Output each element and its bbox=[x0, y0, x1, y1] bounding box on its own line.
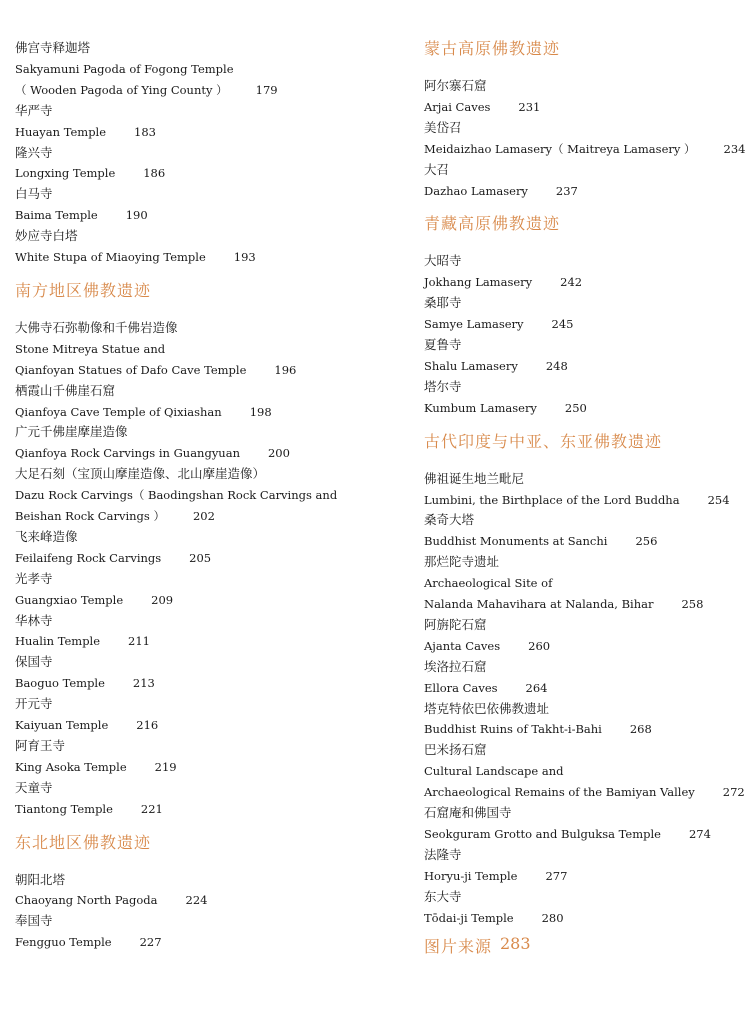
entry-chinese-title: 保国寺 bbox=[15, 654, 53, 670]
entry-page-number: 205 bbox=[189, 550, 212, 565]
entry-chinese-title: 广元千佛崖摩崖造像 bbox=[15, 424, 128, 440]
entry-chinese-title: 栖霞山千佛崖石窟 bbox=[15, 382, 116, 398]
entry-page-number: 260 bbox=[528, 638, 551, 653]
entry-chinese-title: 夏鲁寺 bbox=[424, 337, 462, 352]
entry-page-number: 268 bbox=[629, 722, 652, 737]
entry-english-title: Horyu-ji Temple bbox=[424, 868, 518, 883]
entry-chinese-title: 朝阳北塔 bbox=[15, 871, 66, 887]
entry-english-title: Baoguo Temple bbox=[15, 676, 105, 691]
entry-english-title: Ajanta Caves bbox=[424, 638, 501, 653]
entry-chinese-title: 塔尔寺 bbox=[424, 378, 462, 394]
entry-page-number: 248 bbox=[545, 358, 568, 373]
entry-english-title: Tōdai-ji Temple bbox=[424, 910, 514, 925]
entry-chinese-title: 华严寺 bbox=[15, 102, 53, 118]
entry-chinese-title: 妙应寺白塔 bbox=[15, 228, 78, 244]
entry-page-number: 264 bbox=[525, 680, 548, 695]
entry-chinese-title: 华林寺 bbox=[15, 612, 53, 628]
entry-page-number: 237 bbox=[555, 183, 578, 198]
entry-chinese-title: 法隆寺 bbox=[424, 846, 462, 862]
entry-page-number: 256 bbox=[635, 534, 658, 549]
entry-english-title: Kaiyuan Temple bbox=[15, 718, 109, 732]
entry-page-number: 219 bbox=[154, 759, 177, 774]
entry-english-title: Stone Mitreya Statue and bbox=[15, 341, 166, 356]
entry-chinese-title: 桑奇大塔 bbox=[424, 512, 475, 528]
entry-page-number: 216 bbox=[136, 718, 159, 732]
entry-english-title: Archaeological Remains of the Bamiyan Valley bbox=[424, 785, 695, 800]
entry-english-title: Archaeological Site of bbox=[424, 576, 553, 591]
entry-english-title: Qianfoyan Statues of Dafo Cave Temple bbox=[15, 362, 247, 377]
entry-page-number: 245 bbox=[551, 317, 574, 332]
entry-english-title: Seokguram Grotto and Bulguksa Temple bbox=[424, 826, 661, 841]
entry-chinese-title: 巴米扬石窟 bbox=[424, 742, 487, 758]
entry-page-number: 254 bbox=[707, 492, 730, 507]
entry-english-title: Cultural Landscape and bbox=[424, 764, 564, 779]
entry-chinese-title: 埃洛拉石窟 bbox=[424, 658, 487, 674]
entry-english-title: Guangxiao Temple bbox=[15, 592, 124, 607]
entry-english-title: Arjai Caves bbox=[424, 99, 491, 114]
section-heading: 古代印度与中亚、东亚佛教遗迹 bbox=[424, 431, 663, 451]
entry-english-title: Longxing Temple bbox=[15, 166, 116, 181]
entry-chinese-title: 大昭寺 bbox=[424, 253, 462, 269]
entry-chinese-title: 飞来峰造像 bbox=[15, 528, 78, 544]
entry-english-title: King Asoka Temple bbox=[15, 759, 127, 774]
entry-page-number: 224 bbox=[185, 893, 208, 908]
entry-chinese-title: 大佛寺石弥勒像和千佛岩造像 bbox=[15, 319, 178, 335]
entry-page-number: 221 bbox=[140, 801, 163, 816]
entry-page-number: 280 bbox=[541, 910, 564, 925]
entry-chinese-title: 东大寺 bbox=[424, 888, 462, 904]
entry-chinese-title: 美岱召 bbox=[424, 119, 462, 135]
entry-page-number: 190 bbox=[125, 208, 148, 223]
entry-chinese-title: 隆兴寺 bbox=[15, 144, 53, 160]
entry-english-title: Tiantong Temple bbox=[15, 801, 113, 816]
entry-chinese-title: 佛宫寺释迦塔 bbox=[15, 40, 91, 55]
entry-english-title: Dazu Rock Carvings（ Baodingshan Rock Carvings and bbox=[15, 488, 338, 503]
entry-page-number: 198 bbox=[249, 404, 272, 419]
entry-chinese-title: 那烂陀寺遗址 bbox=[424, 554, 500, 570]
entry-english-title: Meidaizhao Lamasery（ Maitreya Lamasery ） bbox=[424, 141, 696, 156]
entry-english-title: Beishan Rock Carvings ） bbox=[15, 509, 165, 523]
picture-credits-heading: 图片来源 bbox=[424, 937, 493, 957]
entry-page-number: 183 bbox=[134, 124, 156, 139]
entry-page-number: 200 bbox=[267, 446, 290, 461]
entry-page-number: 272 bbox=[722, 785, 745, 800]
entry-page-number: 242 bbox=[560, 275, 583, 290]
entry-chinese-title: 阿尔寨石窟 bbox=[424, 78, 487, 93]
entry-english-title: Buddhist Ruins of Takht-i-Bahi bbox=[424, 722, 602, 737]
entry-english-title: Jokhang Lamasery bbox=[424, 275, 533, 290]
entry-english-title: Chaoyang North Pagoda bbox=[15, 893, 158, 908]
entry-page-number: 213 bbox=[132, 676, 155, 691]
entry-english-title: Sakyamuni Pagoda of Fogong Temple bbox=[15, 61, 234, 76]
entry-page-number: 231 bbox=[518, 99, 541, 114]
entry-page-number: 211 bbox=[128, 634, 150, 649]
entry-english-title: Qianfoya Rock Carvings in Guangyuan bbox=[15, 446, 240, 461]
entry-page-number: 193 bbox=[233, 250, 256, 264]
entry-page-number: 227 bbox=[139, 935, 162, 950]
entry-english-title: Lumbini, the Birthplace of the Lord Buddha bbox=[424, 492, 680, 507]
entry-chinese-title: 大足石刻（宝顶山摩崖造像、北山摩崖造像） bbox=[15, 466, 266, 482]
entry-page-number: 277 bbox=[545, 868, 568, 883]
entry-chinese-title: 奉国寺 bbox=[15, 913, 53, 929]
section-heading: 东北地区佛教遗迹 bbox=[15, 832, 152, 852]
entry-english-title: Samye Lamasery bbox=[424, 317, 524, 332]
entry-page-number: 186 bbox=[143, 166, 166, 181]
entry-page-number: 274 bbox=[688, 826, 711, 841]
entry-chinese-title: 白马寺 bbox=[15, 186, 53, 202]
entry-chinese-title: 天童寺 bbox=[15, 779, 53, 795]
entry-english-title: Nalanda Mahavihara at Nalanda, Bihar bbox=[424, 597, 654, 611]
entry-chinese-title: 佛祖诞生地兰毗尼 bbox=[424, 470, 525, 486]
section-heading: 青藏高原佛教遗迹 bbox=[424, 214, 561, 234]
entry-english-title: White Stupa of Miaoying Temple bbox=[15, 250, 206, 264]
entry-english-title: Shalu Lamasery bbox=[424, 358, 518, 373]
entry-page-number: 202 bbox=[192, 509, 215, 523]
entry-english-title: Feilaifeng Rock Carvings bbox=[15, 550, 162, 565]
entry-chinese-title: 阿旃陀石窟 bbox=[424, 616, 487, 632]
entry-chinese-title: 桑耶寺 bbox=[424, 295, 462, 311]
entry-english-title: Baima Temple bbox=[15, 208, 98, 223]
picture-credits-page: 283 bbox=[500, 934, 531, 954]
entry-english-title: Qianfoya Cave Temple of Qixiashan bbox=[15, 404, 222, 419]
entry-chinese-title: 塔克特依巴依佛教遗址 bbox=[424, 700, 550, 716]
entry-english-title: Ellora Caves bbox=[424, 680, 498, 695]
entry-chinese-title: 阿育王寺 bbox=[15, 737, 66, 753]
entry-page-number: 258 bbox=[681, 597, 704, 611]
entry-english-title: Fengguo Temple bbox=[15, 935, 112, 950]
entry-chinese-title: 石窟庵和佛国寺 bbox=[424, 805, 512, 820]
entry-page-number: 196 bbox=[274, 362, 297, 377]
entry-english-title: （ Wooden Pagoda of Ying County ） bbox=[15, 82, 228, 97]
entry-english-title: Dazhao Lamasery bbox=[424, 183, 528, 198]
section-heading: 蒙古高原佛教遗迹 bbox=[424, 39, 561, 58]
entry-page-number: 234 bbox=[723, 141, 746, 156]
entry-english-title: Kumbum Lamasery bbox=[424, 400, 537, 415]
entry-english-title: Buddhist Monuments at Sanchi bbox=[424, 534, 608, 549]
entry-chinese-title: 大召 bbox=[424, 161, 450, 177]
entry-english-title: Hualin Temple bbox=[15, 634, 101, 649]
entry-page-number: 179 bbox=[255, 82, 278, 97]
entry-chinese-title: 光孝寺 bbox=[15, 570, 53, 586]
entry-chinese-title: 开元寺 bbox=[15, 696, 53, 712]
entry-page-number: 250 bbox=[564, 400, 587, 415]
entry-english-title: Huayan Temple bbox=[15, 124, 107, 139]
section-heading: 南方地区佛教遗迹 bbox=[15, 280, 152, 300]
entry-page-number: 209 bbox=[151, 592, 174, 607]
